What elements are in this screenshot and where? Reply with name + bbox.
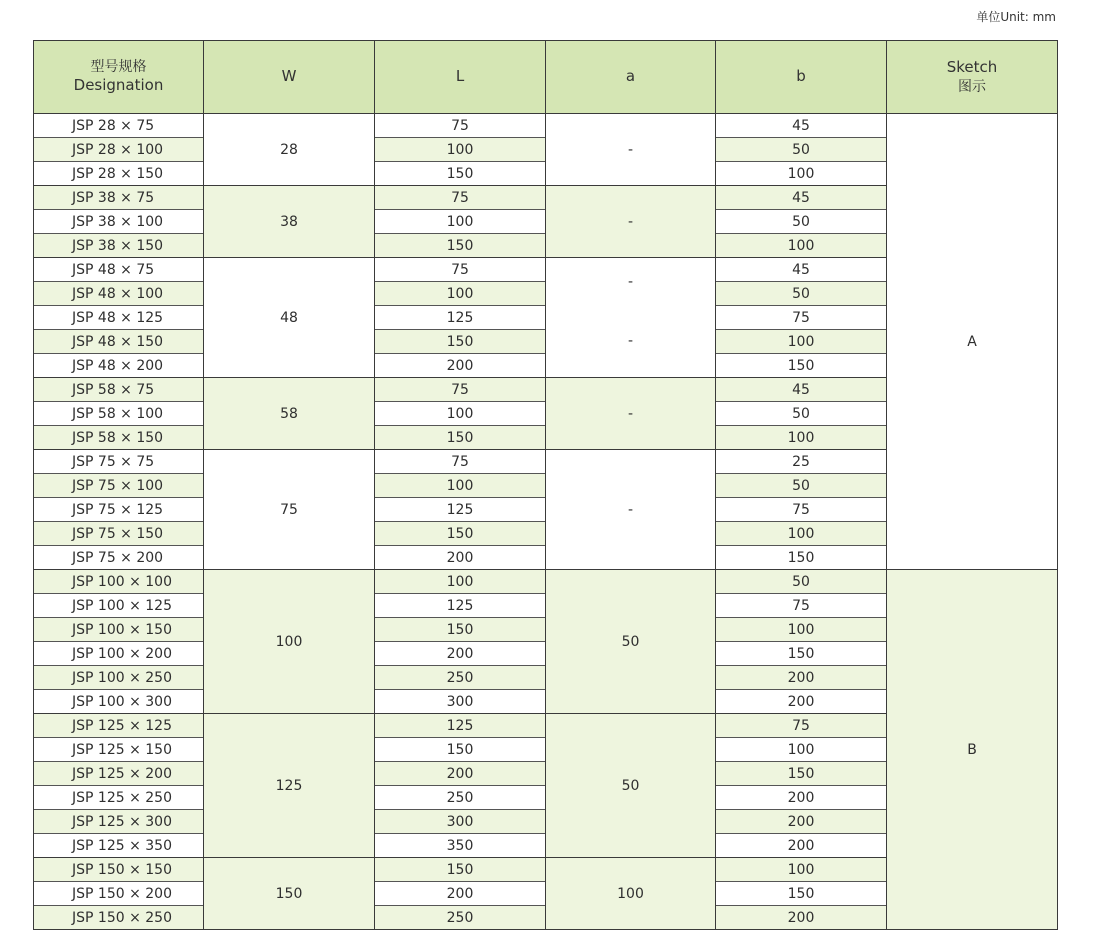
b-cell: 45 (716, 186, 887, 210)
designation-cell: JSP 100 × 150 (34, 618, 204, 642)
b-cell: 100 (716, 162, 887, 186)
b-cell: 150 (716, 882, 887, 906)
l-cell: 100 (375, 474, 546, 498)
l-cell: 100 (375, 570, 546, 594)
a-cell: - (546, 306, 716, 378)
b-cell: 50 (716, 138, 887, 162)
designation-cell: JSP 58 × 150 (34, 426, 204, 450)
b-cell: 50 (716, 210, 887, 234)
w-cell: 38 (204, 186, 375, 258)
b-cell: 25 (716, 450, 887, 474)
sketch-header (887, 41, 1058, 114)
sketch-header-cn: 图示 (958, 78, 986, 95)
a-cell: - (546, 378, 716, 450)
l-header: L (375, 41, 546, 114)
l-cell: 150 (375, 162, 546, 186)
l-cell: 125 (375, 714, 546, 738)
l-cell: 100 (375, 210, 546, 234)
b-cell: 50 (716, 282, 887, 306)
designation-cell: JSP 28 × 75 (34, 114, 204, 138)
l-cell: 150 (375, 426, 546, 450)
b-header: b (716, 41, 887, 114)
b-cell: 200 (716, 690, 887, 714)
l-cell: 150 (375, 522, 546, 546)
b-cell: 100 (716, 618, 887, 642)
designation-cell: JSP 125 × 250 (34, 786, 204, 810)
designation-cell: JSP 75 × 200 (34, 546, 204, 570)
l-cell: 150 (375, 330, 546, 354)
w-cell: 125 (204, 714, 375, 858)
l-cell: 200 (375, 882, 546, 906)
designation-cell: JSP 28 × 150 (34, 162, 204, 186)
b-cell: 45 (716, 114, 887, 138)
l-cell: 75 (375, 450, 546, 474)
designation-cell: JSP 48 × 75 (34, 258, 204, 282)
l-cell: 125 (375, 594, 546, 618)
designation-cell: JSP 75 × 75 (34, 450, 204, 474)
designation-cell: JSP 38 × 100 (34, 210, 204, 234)
spec-table (33, 40, 1058, 930)
l-cell: 200 (375, 354, 546, 378)
b-cell: 150 (716, 762, 887, 786)
designation-cell: JSP 125 × 200 (34, 762, 204, 786)
designation-cell: JSP 48 × 150 (34, 330, 204, 354)
designation-cell: JSP 28 × 100 (34, 138, 204, 162)
designation-cell: JSP 48 × 100 (34, 282, 204, 306)
designation-cell: JSP 150 × 200 (34, 882, 204, 906)
l-cell: 350 (375, 834, 546, 858)
l-cell: 250 (375, 786, 546, 810)
table-row (34, 570, 1058, 594)
designation-header-en: Designation (73, 76, 164, 95)
designation-cell: JSP 48 × 125 (34, 306, 204, 330)
a-cell: - (546, 258, 716, 306)
l-cell: 125 (375, 306, 546, 330)
a-cell: - (546, 114, 716, 186)
designation-cell: JSP 75 × 100 (34, 474, 204, 498)
l-cell: 300 (375, 810, 546, 834)
l-cell: 100 (375, 402, 546, 426)
designation-cell: JSP 58 × 100 (34, 402, 204, 426)
w-header: W (204, 41, 375, 114)
b-cell: 200 (716, 666, 887, 690)
designation-header-cn: 型号规格 (90, 59, 147, 76)
b-cell: 75 (716, 498, 887, 522)
b-cell: 100 (716, 234, 887, 258)
w-cell: 75 (204, 450, 375, 570)
l-cell: 75 (375, 186, 546, 210)
l-cell: 125 (375, 498, 546, 522)
a-cell: 50 (546, 570, 716, 714)
l-cell: 200 (375, 546, 546, 570)
b-cell: 100 (716, 522, 887, 546)
designation-cell: JSP 125 × 150 (34, 738, 204, 762)
l-cell: 100 (375, 138, 546, 162)
b-cell: 150 (716, 546, 887, 570)
designation-cell: JSP 100 × 300 (34, 690, 204, 714)
l-cell: 150 (375, 234, 546, 258)
b-cell: 200 (716, 906, 887, 930)
l-cell: 250 (375, 666, 546, 690)
designation-cell: JSP 125 × 350 (34, 834, 204, 858)
b-cell: 50 (716, 474, 887, 498)
l-cell: 100 (375, 282, 546, 306)
b-cell: 100 (716, 858, 887, 882)
b-cell: 200 (716, 810, 887, 834)
designation-cell: JSP 38 × 150 (34, 234, 204, 258)
designation-cell: JSP 58 × 75 (34, 378, 204, 402)
designation-cell: JSP 100 × 200 (34, 642, 204, 666)
b-cell: 100 (716, 330, 887, 354)
spec-table-container (33, 40, 1057, 930)
w-cell: 28 (204, 114, 375, 186)
l-cell: 75 (375, 114, 546, 138)
w-cell: 48 (204, 258, 375, 378)
designation-cell: JSP 100 × 125 (34, 594, 204, 618)
header-row (34, 41, 1058, 114)
b-cell: 45 (716, 378, 887, 402)
a-cell: 50 (546, 714, 716, 858)
unit-label: 单位Unit: mm (976, 10, 1056, 24)
table-row (34, 114, 1058, 138)
l-cell: 300 (375, 690, 546, 714)
designation-cell: JSP 125 × 300 (34, 810, 204, 834)
designation-cell: JSP 75 × 150 (34, 522, 204, 546)
l-cell: 75 (375, 378, 546, 402)
designation-cell: JSP 38 × 75 (34, 186, 204, 210)
designation-header (34, 41, 204, 114)
table-body (34, 114, 1058, 930)
l-cell: 250 (375, 906, 546, 930)
b-cell: 45 (716, 258, 887, 282)
b-cell: 75 (716, 306, 887, 330)
w-cell: 58 (204, 378, 375, 450)
b-cell: 75 (716, 594, 887, 618)
b-cell: 150 (716, 642, 887, 666)
b-cell: 150 (716, 354, 887, 378)
designation-cell: JSP 48 × 200 (34, 354, 204, 378)
b-cell: 50 (716, 402, 887, 426)
b-cell: 75 (716, 714, 887, 738)
w-cell: 100 (204, 570, 375, 714)
sketch-cell: A (887, 114, 1058, 570)
a-cell: 100 (546, 858, 716, 930)
a-cell: - (546, 450, 716, 570)
sketch-cell: B (887, 570, 1058, 930)
b-cell: 100 (716, 426, 887, 450)
l-cell: 200 (375, 762, 546, 786)
sketch-header-en: Sketch (946, 58, 998, 77)
b-cell: 100 (716, 738, 887, 762)
a-cell: - (546, 186, 716, 258)
designation-cell: JSP 100 × 100 (34, 570, 204, 594)
designation-cell: JSP 100 × 250 (34, 666, 204, 690)
b-cell: 200 (716, 786, 887, 810)
b-cell: 50 (716, 570, 887, 594)
l-cell: 75 (375, 258, 546, 282)
designation-cell: JSP 150 × 250 (34, 906, 204, 930)
designation-cell: JSP 125 × 125 (34, 714, 204, 738)
w-cell: 150 (204, 858, 375, 930)
a-header: a (546, 41, 716, 114)
l-cell: 200 (375, 642, 546, 666)
l-cell: 150 (375, 738, 546, 762)
b-cell: 200 (716, 834, 887, 858)
designation-cell: JSP 75 × 125 (34, 498, 204, 522)
designation-cell: JSP 150 × 150 (34, 858, 204, 882)
l-cell: 150 (375, 618, 546, 642)
l-cell: 150 (375, 858, 546, 882)
